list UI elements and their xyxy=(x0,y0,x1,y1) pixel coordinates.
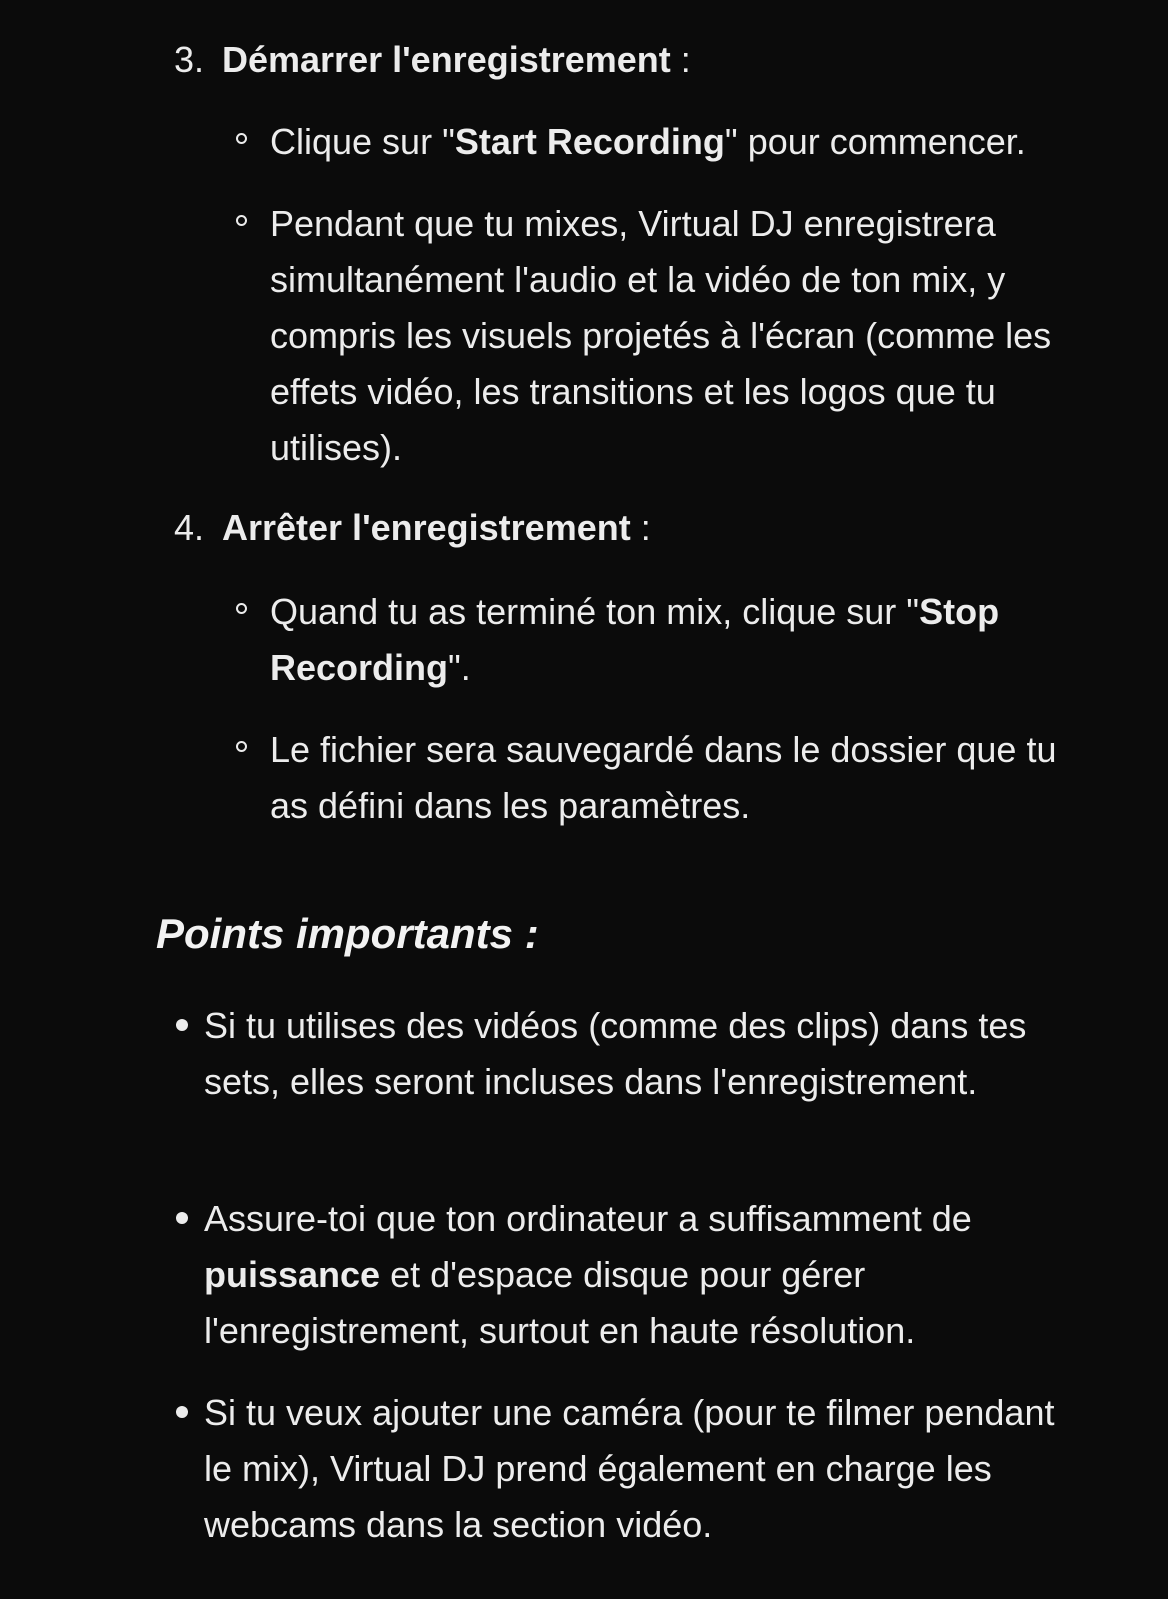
subitem-text-before: Quand tu as terminé ton mix, clique sur " xyxy=(270,591,920,632)
filled-bullet-icon xyxy=(176,1212,188,1224)
bullet-item xyxy=(204,1385,1074,1553)
filled-bullet-icon xyxy=(176,1406,188,1418)
bullet-item xyxy=(204,998,1074,1110)
step-number: 4. xyxy=(174,507,205,548)
hollow-bullet-icon xyxy=(236,133,247,144)
step-4-heading xyxy=(174,500,651,556)
subitem-text-bold: Stop Recording xyxy=(270,591,1000,688)
subitem-text-after: ". xyxy=(448,647,471,688)
step-suffix: : xyxy=(670,39,691,80)
hollow-bullet-icon xyxy=(236,741,247,752)
bullet-text-bold: puissance xyxy=(204,1254,381,1295)
filled-bullet-icon xyxy=(176,1019,188,1031)
step-3-subitem-recording-info xyxy=(270,196,1090,476)
step-title: Démarrer l'enregistrement xyxy=(222,39,671,80)
bullet-item xyxy=(204,1191,1074,1359)
hollow-bullet-icon xyxy=(236,215,247,226)
subitem-text: Pendant que tu mixes, Virtual DJ enregistrera simultanément l'audio et la vidéo de ton mix, y compris les visuels projetés à l'écran (comme les effets vidéo, les transitions et les logos que tu utilises). xyxy=(270,203,1052,468)
hollow-bullet-icon xyxy=(236,603,247,614)
step-number: 3. xyxy=(174,39,205,80)
subitem-text-after: " pour commencer. xyxy=(724,121,1026,162)
subitem-text-bold: Start Recording xyxy=(454,121,725,162)
section-heading: Points importants : xyxy=(156,910,539,957)
step-3-subitem-start xyxy=(270,114,1090,170)
bullet-text-before: Assure-toi que ton ordinateur a suffisamment de xyxy=(204,1198,972,1239)
step-4-subitem-stop xyxy=(270,584,1090,696)
subitem-text: Le fichier sera sauvegardé dans le dossier que tu as défini dans les paramètres. xyxy=(270,729,1057,826)
step-title: Arrêter l'enregistrement xyxy=(222,507,631,548)
bullet-text: Si tu utilises des vidéos (comme des clips) dans tes sets, elles seront incluses dans l'enregistrement. xyxy=(204,1005,1027,1102)
bullet-text: Si tu veux ajouter une caméra (pour te filmer pendant le mix), Virtual DJ prend également en charge les webcams dans la section vidéo. xyxy=(204,1392,1055,1545)
step-4-subitem-file-saved xyxy=(270,722,1090,834)
step-suffix: : xyxy=(630,507,651,548)
bullet-text-after: et d'espace disque pour gérer l'enregistrement, surtout en haute résolution. xyxy=(204,1254,916,1351)
step-3-heading xyxy=(174,32,691,88)
subitem-text-before: Clique sur " xyxy=(270,121,455,162)
